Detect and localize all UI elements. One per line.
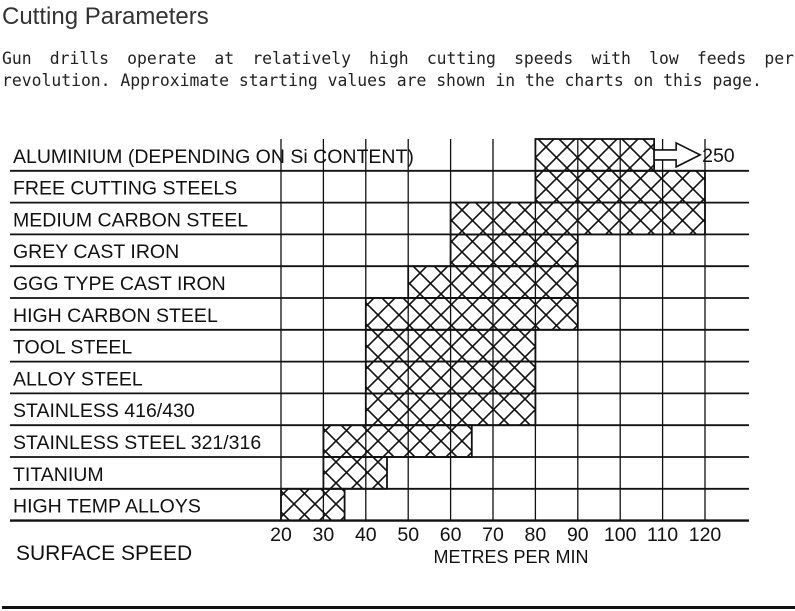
category-label-9: STAINLESS STEEL 321/316: [13, 432, 262, 454]
range-bar-2: [451, 203, 705, 235]
range-bar-6: [366, 330, 536, 362]
intro-paragraph: Gun drills operate at relatively high cutting speeds with low feeds per revolution. Approximate starting values are shown in the charts on this page.: [2, 49, 794, 90]
page-title: Cutting Parameters: [2, 3, 209, 30]
category-label-10: TITANIUM: [13, 463, 104, 486]
category-label-1: FREE CUTTING STEELS: [13, 177, 238, 200]
x-tick-label-110: 110: [647, 524, 679, 546]
x-tick-label-40: 40: [354, 524, 377, 546]
x-tick-label-120: 120: [688, 524, 722, 546]
bottom-rule: [2, 606, 795, 609]
category-label-11: HIGH TEMP ALLOYS: [13, 495, 201, 518]
range-bar-1: [535, 171, 705, 203]
x-tick-labels: [270, 524, 721, 546]
x-axis-unit: METRES PER MIN: [433, 547, 589, 567]
x-tick-label-70: 70: [482, 524, 504, 546]
category-label-7: ALLOY STEEL: [13, 368, 143, 391]
x-tick-label-90: 90: [566, 524, 589, 546]
category-label-0: ALUMINIUM (DEPENDING ON Si CONTENT): [13, 145, 414, 168]
x-tick-label-100: 100: [603, 524, 637, 546]
category-label-4: GGG TYPE CAST IRON: [13, 273, 226, 295]
range-bar-9: [323, 425, 471, 457]
range-bar-8: [366, 393, 536, 425]
range-bar-0: [535, 139, 654, 171]
x-tick-label-30: 30: [312, 524, 335, 546]
x-tick-label-60: 60: [439, 524, 462, 546]
range-bar-11: [281, 489, 345, 521]
range-bar-10: [323, 457, 387, 489]
range-bar-5: [366, 298, 578, 330]
category-label-8: STAINLESS 416/430: [13, 400, 195, 423]
range-bar-4: [408, 266, 578, 298]
range-bar-7: [366, 362, 536, 394]
overflow-label: 250: [702, 144, 735, 167]
category-label-6: TOOL STEEL: [13, 336, 133, 359]
range-bar-3: [451, 234, 578, 266]
x-tick-label-20: 20: [270, 524, 292, 546]
x-axis-title: SURFACE SPEED: [16, 542, 193, 565]
x-tick-label-80: 80: [524, 524, 547, 546]
category-label-3: GREY CAST IRON: [13, 241, 180, 264]
category-label-2: MEDIUM CARBON STEEL: [13, 209, 249, 232]
x-tick-label-50: 50: [397, 524, 420, 546]
category-label-5: HIGH CARBON STEEL: [13, 304, 218, 327]
overflow-arrow: [654, 143, 700, 167]
